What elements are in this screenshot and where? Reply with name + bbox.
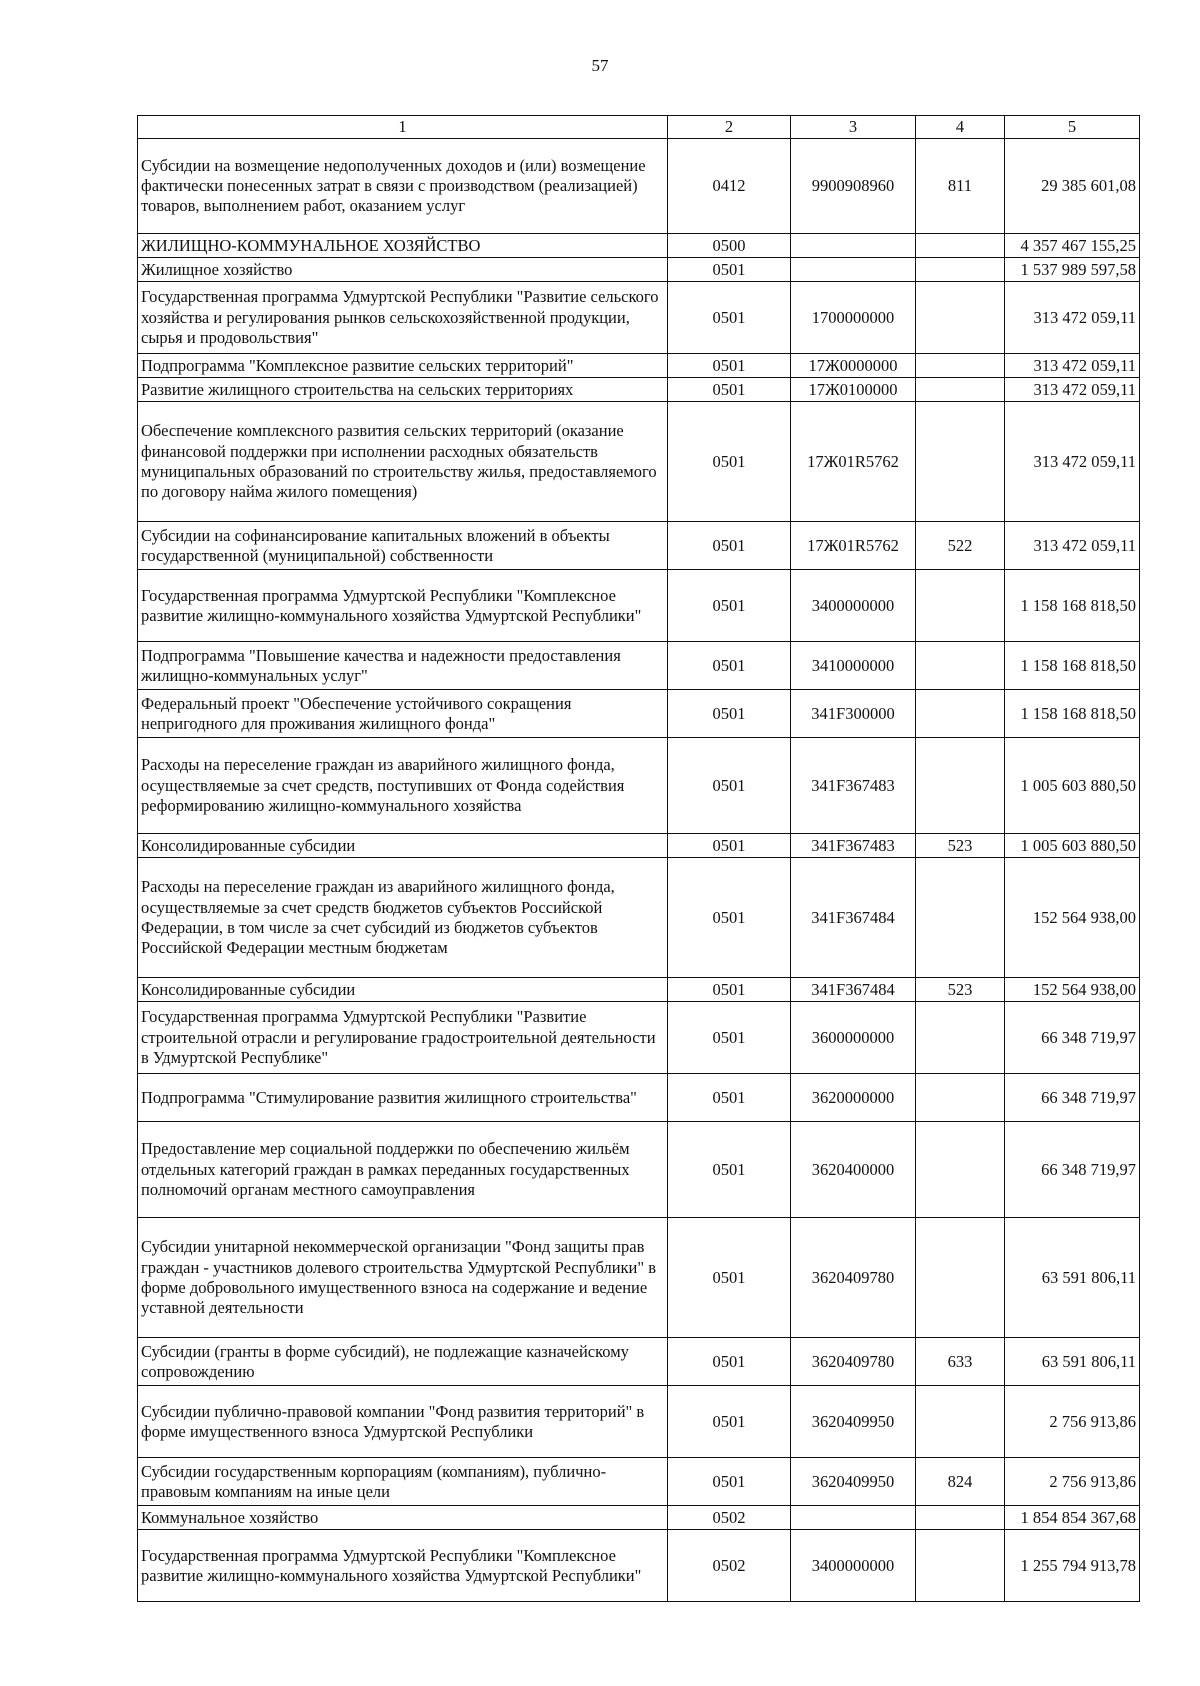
cell-name: Субсидии унитарной некоммерческой организации "Фонд защиты прав граждан - участников долевого строительства Удмуртской Республики" в форме добровольного имущественного взноса на содержание и ведение уставной деятельности xyxy=(138,1218,668,1338)
cell-amount: 313 472 059,11 xyxy=(1005,354,1140,378)
cell-section: 0500 xyxy=(668,234,791,258)
cell-section: 0501 xyxy=(668,282,791,354)
table-row xyxy=(138,978,1140,1002)
cell-section: 0501 xyxy=(668,570,791,642)
cell-section: 0501 xyxy=(668,378,791,402)
cell-section: 0501 xyxy=(668,978,791,1002)
cell-name: Субсидии на софинансирование капитальных вложений в объекты государственной (муниципальной) собственности xyxy=(138,522,668,570)
cell-amount: 29 385 601,08 xyxy=(1005,139,1140,234)
cell-amount: 1 158 168 818,50 xyxy=(1005,642,1140,690)
cell-type: 523 xyxy=(916,834,1005,858)
cell-target: 17Ж01R5762 xyxy=(791,522,916,570)
cell-target: 341F367483 xyxy=(791,834,916,858)
cell-target: 341F367484 xyxy=(791,978,916,1002)
cell-section: 0501 xyxy=(668,258,791,282)
table-row xyxy=(138,1074,1140,1122)
cell-target: 9900908960 xyxy=(791,139,916,234)
cell-type xyxy=(916,1074,1005,1122)
table-row xyxy=(138,1458,1140,1506)
cell-amount: 152 564 938,00 xyxy=(1005,978,1140,1002)
cell-type xyxy=(916,378,1005,402)
cell-type xyxy=(916,570,1005,642)
cell-type xyxy=(916,738,1005,834)
cell-section: 0501 xyxy=(668,1002,791,1074)
cell-name: Обеспечение комплексного развития сельских территорий (оказание финансовой поддержки при исполнении расходных обязательств муниципальных образований по строительству жилья, предоставляемого по договору найма жилого помещения) xyxy=(138,402,668,522)
table-row xyxy=(138,258,1140,282)
page-number: 57 xyxy=(591,56,609,75)
cell-target: 341F367484 xyxy=(791,858,916,978)
table-row xyxy=(138,282,1140,354)
cell-section: 0502 xyxy=(668,1506,791,1530)
cell-name: Подпрограмма "Повышение качества и надежности предоставления жилищно-коммунальных услуг" xyxy=(138,642,668,690)
table-row xyxy=(138,738,1140,834)
cell-section: 0501 xyxy=(668,522,791,570)
cell-amount: 66 348 719,97 xyxy=(1005,1002,1140,1074)
cell-section: 0501 xyxy=(668,858,791,978)
cell-target xyxy=(791,1506,916,1530)
cell-amount: 1 255 794 913,78 xyxy=(1005,1530,1140,1602)
cell-section: 0501 xyxy=(668,1386,791,1458)
cell-amount: 1 158 168 818,50 xyxy=(1005,690,1140,738)
cell-section: 0501 xyxy=(668,834,791,858)
cell-section: 0501 xyxy=(668,1074,791,1122)
cell-target: 3620409950 xyxy=(791,1386,916,1458)
cell-name: Государственная программа Удмуртской Республики "Комплексное развитие жилищно-коммунального хозяйства Удмуртской Республики" xyxy=(138,1530,668,1602)
cell-type xyxy=(916,282,1005,354)
cell-name: Консолидированные субсидии xyxy=(138,834,668,858)
header-cell: 4 xyxy=(916,116,1005,139)
cell-target: 341F300000 xyxy=(791,690,916,738)
cell-name: Расходы на переселение граждан из аварийного жилищного фонда, осуществляемые за счет средств бюджетов субъектов Российской Федерации, в том числе за счет субсидий из бюджетов субъектов Российской Федерации местным бюджетам xyxy=(138,858,668,978)
cell-section: 0501 xyxy=(668,402,791,522)
table-row xyxy=(138,139,1140,234)
cell-section: 0501 xyxy=(668,354,791,378)
cell-name: Предоставление мер социальной поддержки по обеспечению жильём отдельных категорий граждан в рамках переданных государственных полномочий органам местного самоуправления xyxy=(138,1122,668,1218)
cell-amount: 152 564 938,00 xyxy=(1005,858,1140,978)
cell-type xyxy=(916,1218,1005,1338)
cell-name: Субсидии (гранты в форме субсидий), не подлежащие казначейскому сопровождению xyxy=(138,1338,668,1386)
cell-target: 3620409780 xyxy=(791,1338,916,1386)
budget-table xyxy=(137,115,1140,1602)
cell-section: 0501 xyxy=(668,1218,791,1338)
cell-name: Федеральный проект "Обеспечение устойчивого сокращения непригодного для проживания жилищного фонда" xyxy=(138,690,668,738)
cell-type xyxy=(916,1386,1005,1458)
cell-section: 0501 xyxy=(668,690,791,738)
header-cell: 3 xyxy=(791,116,916,139)
cell-name: ЖИЛИЩНО-КОММУНАЛЬНОЕ ХОЗЯЙСТВО xyxy=(138,234,668,258)
cell-target: 3600000000 xyxy=(791,1002,916,1074)
cell-name: Консолидированные субсидии xyxy=(138,978,668,1002)
cell-target: 3400000000 xyxy=(791,570,916,642)
cell-amount: 1 854 854 367,68 xyxy=(1005,1506,1140,1530)
table-row xyxy=(138,1506,1140,1530)
cell-type: 824 xyxy=(916,1458,1005,1506)
cell-name: Субсидии государственным корпорациям (компаниям), публично-правовым компаниям на иные цели xyxy=(138,1458,668,1506)
cell-type xyxy=(916,858,1005,978)
table-row xyxy=(138,402,1140,522)
cell-amount: 1 005 603 880,50 xyxy=(1005,738,1140,834)
table-row xyxy=(138,570,1140,642)
table-row xyxy=(138,1122,1140,1218)
cell-section: 0502 xyxy=(668,1530,791,1602)
cell-type xyxy=(916,402,1005,522)
cell-name: Коммунальное хозяйство xyxy=(138,1506,668,1530)
cell-name: Субсидии публично-правовой компании "Фонд развития территорий" в форме имущественного взноса Удмуртской Республики xyxy=(138,1386,668,1458)
cell-target: 3620000000 xyxy=(791,1074,916,1122)
header-cell: 5 xyxy=(1005,116,1140,139)
header-cell: 2 xyxy=(668,116,791,139)
cell-section: 0501 xyxy=(668,1458,791,1506)
cell-type xyxy=(916,354,1005,378)
header-cell: 1 xyxy=(138,116,668,139)
cell-type: 523 xyxy=(916,978,1005,1002)
cell-target xyxy=(791,258,916,282)
cell-type xyxy=(916,1122,1005,1218)
cell-target xyxy=(791,234,916,258)
cell-name: Подпрограмма "Стимулирование развития жилищного строительства" xyxy=(138,1074,668,1122)
table-row xyxy=(138,1002,1140,1074)
table-row xyxy=(138,690,1140,738)
cell-type xyxy=(916,690,1005,738)
cell-target: 1700000000 xyxy=(791,282,916,354)
cell-amount: 313 472 059,11 xyxy=(1005,522,1140,570)
table-row xyxy=(138,642,1140,690)
table-row xyxy=(138,354,1140,378)
cell-name: Государственная программа Удмуртской Республики "Развитие сельского хозяйства и регулирования рынков сельскохозяйственной продукции, сырья и продовольствия" xyxy=(138,282,668,354)
cell-amount: 313 472 059,11 xyxy=(1005,402,1140,522)
cell-name: Государственная программа Удмуртской Республики "Развитие строительной отрасли и регулирование градостроительной деятельности в Удмуртской Республике" xyxy=(138,1002,668,1074)
cell-amount: 1 158 168 818,50 xyxy=(1005,570,1140,642)
cell-amount: 2 756 913,86 xyxy=(1005,1458,1140,1506)
cell-name: Субсидии на возмещение недополученных доходов и (или) возмещение фактически понесенных затрат в связи с производством (реализацией) товаров, выполнением работ, оказанием услуг xyxy=(138,139,668,234)
cell-type: 811 xyxy=(916,139,1005,234)
cell-type: 633 xyxy=(916,1338,1005,1386)
cell-name: Государственная программа Удмуртской Республики "Комплексное развитие жилищно-коммунального хозяйства Удмуртской Республики" xyxy=(138,570,668,642)
cell-type xyxy=(916,1530,1005,1602)
cell-amount: 1 005 603 880,50 xyxy=(1005,834,1140,858)
cell-type xyxy=(916,258,1005,282)
cell-section: 0501 xyxy=(668,642,791,690)
cell-type: 522 xyxy=(916,522,1005,570)
cell-name: Жилищное хозяйство xyxy=(138,258,668,282)
table-row xyxy=(138,1218,1140,1338)
table-row xyxy=(138,1386,1140,1458)
cell-type xyxy=(916,1506,1005,1530)
cell-target: 3620409950 xyxy=(791,1458,916,1506)
cell-amount: 66 348 719,97 xyxy=(1005,1074,1140,1122)
cell-amount: 63 591 806,11 xyxy=(1005,1218,1140,1338)
table-row xyxy=(138,234,1140,258)
cell-target: 3620400000 xyxy=(791,1122,916,1218)
cell-target: 17Ж0100000 xyxy=(791,378,916,402)
cell-section: 0501 xyxy=(668,1122,791,1218)
cell-type xyxy=(916,234,1005,258)
cell-target: 3620409780 xyxy=(791,1218,916,1338)
cell-amount: 313 472 059,11 xyxy=(1005,378,1140,402)
table-row xyxy=(138,1338,1140,1386)
table-row xyxy=(138,858,1140,978)
table-header-row xyxy=(138,116,1140,139)
cell-section: 0501 xyxy=(668,738,791,834)
cell-amount: 313 472 059,11 xyxy=(1005,282,1140,354)
cell-target: 17Ж0000000 xyxy=(791,354,916,378)
cell-name: Подпрограмма "Комплексное развитие сельских территорий" xyxy=(138,354,668,378)
table-row xyxy=(138,378,1140,402)
cell-target: 341F367483 xyxy=(791,738,916,834)
cell-target: 3410000000 xyxy=(791,642,916,690)
cell-target: 3400000000 xyxy=(791,1530,916,1602)
cell-amount: 1 537 989 597,58 xyxy=(1005,258,1140,282)
cell-type xyxy=(916,1002,1005,1074)
cell-target: 17Ж01R5762 xyxy=(791,402,916,522)
cell-amount: 66 348 719,97 xyxy=(1005,1122,1140,1218)
cell-amount: 4 357 467 155,25 xyxy=(1005,234,1140,258)
cell-section: 0412 xyxy=(668,139,791,234)
cell-section: 0501 xyxy=(668,1338,791,1386)
cell-amount: 2 756 913,86 xyxy=(1005,1386,1140,1458)
table-row xyxy=(138,1530,1140,1602)
cell-amount: 63 591 806,11 xyxy=(1005,1338,1140,1386)
cell-type xyxy=(916,642,1005,690)
cell-name: Развитие жилищного строительства на сельских территориях xyxy=(138,378,668,402)
table-row xyxy=(138,834,1140,858)
cell-name: Расходы на переселение граждан из аварийного жилищного фонда, осуществляемые за счет средств, поступивших от Фонда содействия реформированию жилищно-коммунального хозяйства xyxy=(138,738,668,834)
table-row xyxy=(138,522,1140,570)
